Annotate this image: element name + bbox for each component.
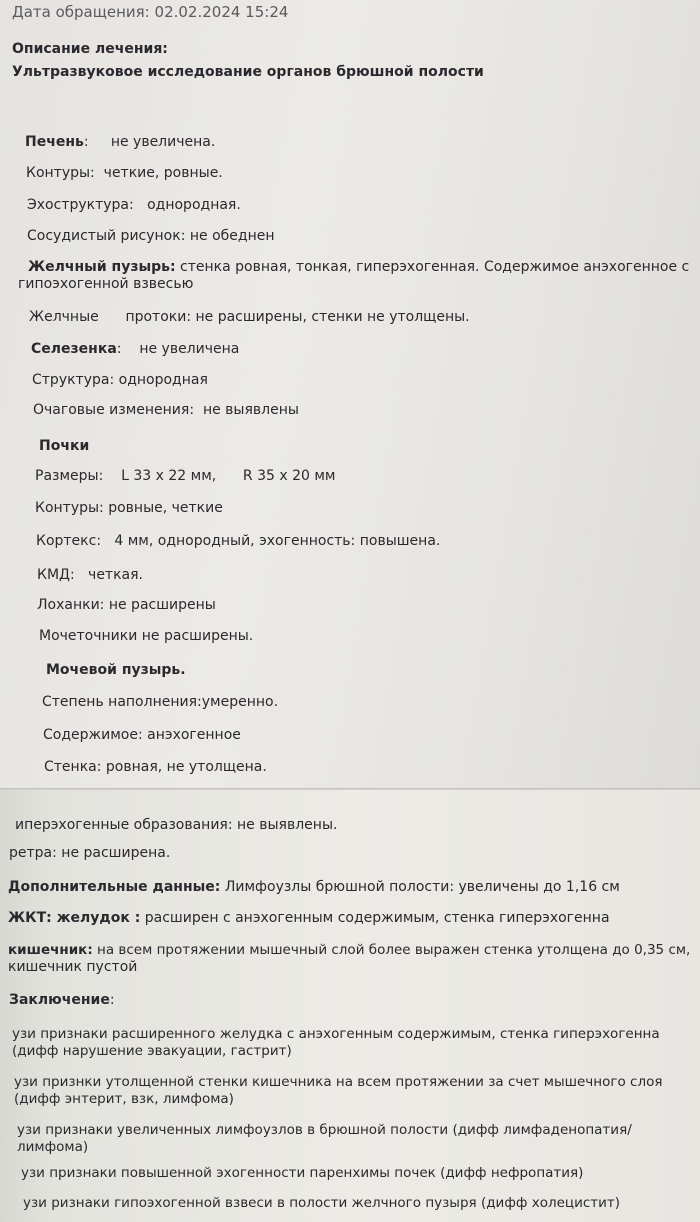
spleen-focal-label: Очаговые изменения: <box>33 402 195 418</box>
extra-data-label: Дополнительные данные <box>8 879 215 895</box>
bladder-wall-label: Стенка: <box>44 759 102 775</box>
ureters-row: Мочеточники не расширены. <box>39 628 254 644</box>
conclusion-item-5: узи ризнаки гипоэхогенной взвеси в полости желчного пузыря (дифф холецистит) <box>23 1195 621 1211</box>
conclusion-item-1-cont: (дифф нарушение эвакуации, гастрит) <box>12 1043 292 1059</box>
kidney-cortex-row <box>36 533 440 549</box>
kidney-size-right: R 35 x 20 мм <box>242 468 336 484</box>
visit-date-line <box>12 4 288 20</box>
kidney-pelvis-value: не расширены <box>108 597 216 613</box>
conclusion-item-3-cont: лимфома) <box>17 1139 89 1155</box>
conclusion-label: Заключение <box>9 992 110 1008</box>
spleen-structure-value: однородная <box>118 372 208 388</box>
liver-contours-value: четкие, ровные. <box>103 165 223 181</box>
intestine-value: на всем протяжении мышечный слой более выражен стенка утолщена до 0,35 см, <box>97 942 691 958</box>
conclusion-item-2: узи признки утолщенной стенки кишечника на всем протяжении за счет мышечного слоя <box>14 1074 663 1090</box>
formations-value: не выявлены. <box>237 817 338 833</box>
urethra-value: не расширена. <box>61 845 171 861</box>
liver-echo-label: Эхоструктура: <box>27 197 134 213</box>
treatment-description-heading: Описание лечения: <box>12 41 168 57</box>
bladder-wall-value: ровная, не утолщена. <box>105 759 267 775</box>
kidney-contours-label: Контуры: <box>35 500 104 516</box>
visit-date-value: 02.02.2024 15:24 <box>154 3 289 21</box>
kidney-contours-row <box>35 500 223 516</box>
intestine-label: кишечник: <box>8 942 93 958</box>
conclusion-heading: Заключение: <box>9 992 115 1008</box>
kidney-cortex-label: Кортекс: <box>36 533 102 549</box>
spleen-value: не увеличена <box>139 341 240 357</box>
liver-vessels-label: Сосудистый рисунок: <box>27 228 186 244</box>
liver-value: не увеличена. <box>110 134 216 150</box>
kidney-pelvis-row <box>37 597 216 613</box>
bladder-content-label: Содержимое: <box>43 727 143 743</box>
gi-stomach-label: ЖКТ: желудок : <box>8 910 141 926</box>
liver-contours-row <box>26 165 223 181</box>
gallbladder-value-cont: гипоэхогенной взвесью <box>18 276 194 292</box>
conclusion-item-4: узи признаки повышенной эхогенности паренхимы почек (дифф нефропатия) <box>21 1165 584 1181</box>
liver-contours-label: Контуры: <box>26 165 95 181</box>
spleen-label: Селезенка <box>31 341 117 357</box>
gallbladder-row <box>28 259 689 275</box>
visit-date-label: Дата обращения: <box>12 3 150 21</box>
formations-label: иперэхогенные образования: <box>15 817 233 833</box>
liver-echo-row <box>27 197 241 213</box>
intestine-value-cont: кишечник пустой <box>8 959 138 975</box>
kidney-cmd-value: четкая. <box>88 567 143 583</box>
bladder-content-row <box>43 727 241 743</box>
urethra-row <box>9 845 170 861</box>
bile-ducts-label: Желчные <box>29 309 99 325</box>
formations-row <box>15 817 337 833</box>
kidney-contours-value: ровные, четкие <box>108 500 223 516</box>
conclusion-item-3: узи признаки увеличенных лимфоузлов в брюшной полости (дифф лимфаденопатия/ <box>17 1122 632 1138</box>
bile-ducts-row <box>29 309 470 325</box>
liver-row: Печень: не увеличена. <box>25 134 216 150</box>
kidney-cmd-row <box>37 567 143 583</box>
bladder-fill-row <box>42 694 278 710</box>
bladder-label: Мочевой пузырь <box>46 662 181 678</box>
conclusion-item-2-cont: (дифф энтерит, взк, лимфома) <box>14 1091 234 1107</box>
bladder-fill-value: умеренно. <box>201 694 279 710</box>
liver-vessels-row <box>27 228 275 244</box>
kidneys-heading: Почки <box>39 438 90 454</box>
kidney-size-row <box>35 468 336 484</box>
document-page-2 <box>0 790 700 1222</box>
spleen-focal-row <box>33 402 299 418</box>
extra-data-row: Дополнительные данные: Лимфоузлы брюшной полости: увеличены до 1,16 см <box>8 879 620 895</box>
bladder-content-value: анэхогенное <box>147 727 241 743</box>
bladder-fill-label: Степень наполнения: <box>42 694 202 710</box>
kidney-cmd-label: КМД: <box>37 567 75 583</box>
spleen-row: Селезенка: не увеличена <box>31 341 240 357</box>
kidney-size-label: Размеры: <box>35 468 104 484</box>
gi-stomach-value: расширен с анэхогенным содержимым, стенка гиперэхогенна <box>144 910 610 926</box>
exam-title: Ультразвуковое исследование органов брюшной полости <box>12 64 484 80</box>
bile-ducts-value: протоки: не расширены, стенки не утолщены. <box>125 309 470 325</box>
intestine-row <box>8 942 690 958</box>
liver-echo-value: однородная. <box>147 197 241 213</box>
gallbladder-label: Желчный пузырь: <box>28 259 176 275</box>
liver-vessels-value: не обеднен <box>189 228 275 244</box>
bladder-heading: Мочевой пузырь. <box>46 662 186 678</box>
kidney-pelvis-label: Лоханки: <box>37 597 105 613</box>
gi-stomach-row <box>8 910 610 926</box>
kidney-size-left: L 33 x 22 мм, <box>121 468 217 484</box>
bladder-wall-row <box>44 759 267 775</box>
conclusion-item-1: узи признаки расширенного желудка с анэхогенным содержимым, стенка гиперэхогенна <box>12 1026 660 1042</box>
spleen-structure-row <box>32 372 208 388</box>
urethra-label: ретра: <box>9 845 57 861</box>
spleen-structure-label: Структура: <box>32 372 115 388</box>
liver-label: Печень <box>25 134 84 150</box>
spleen-focal-value: не выявлены <box>202 402 299 418</box>
kidney-cortex-value: 4 мм, однородный, эхогенность: повышена. <box>114 533 441 549</box>
extra-data-value: Лимфоузлы брюшной полости: увеличены до 1,16 см <box>224 879 620 895</box>
gallbladder-value: стенка ровная, тонкая, гиперэхогенная. Содержимое анэхогенное с <box>180 259 690 275</box>
